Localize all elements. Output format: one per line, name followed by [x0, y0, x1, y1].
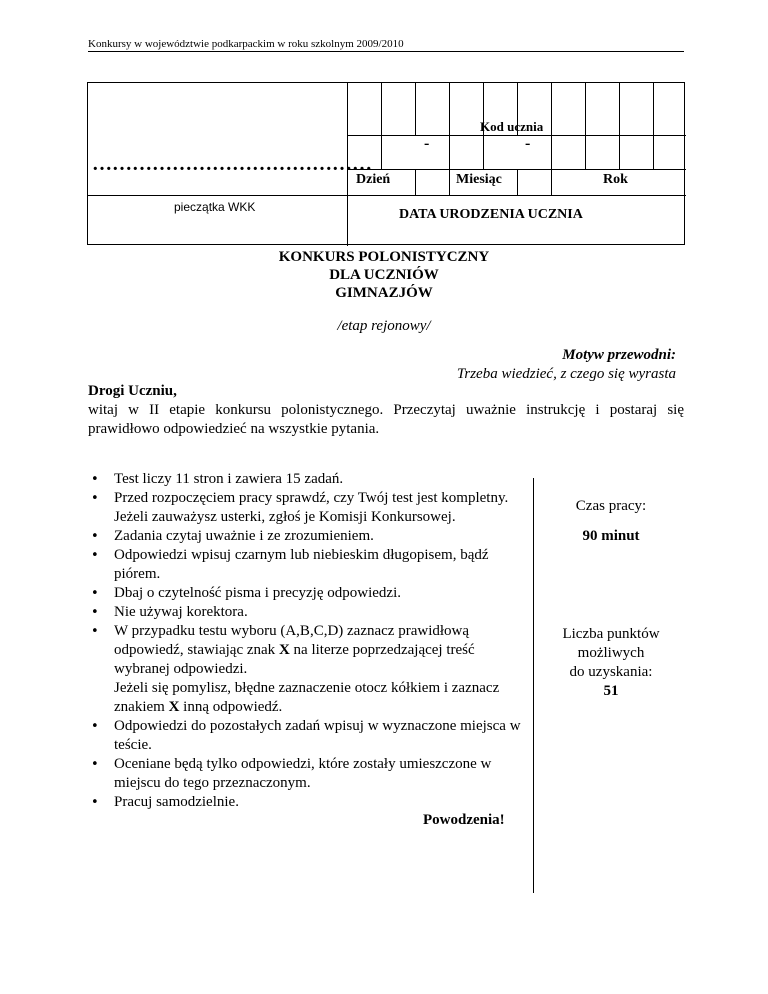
label-divider-1	[415, 169, 416, 195]
motto-text: Trzeba wiedzieć, z czego się wyrasta	[456, 366, 676, 382]
x-mark: X	[278, 642, 290, 658]
code-label: Kod ucznia	[480, 119, 544, 134]
instruction-item: • Dbaj o czytelność pisma i precyzję odpowiedzi.	[88, 584, 528, 603]
instruction-item: • Nie używaj korektora.	[88, 603, 528, 622]
contest-stage: /etap rejonowy/	[337, 318, 431, 334]
day-label: Dzień	[356, 172, 391, 187]
points-line-2: możliwych	[577, 645, 645, 661]
stamp-dots: ……………………………………	[92, 153, 372, 175]
time-label: Czas pracy:	[575, 498, 647, 514]
instruction-item: • Przed rozpoczęciem pracy sprawdź, czy Twój test jest kompletny. Jeżeli zauważysz usterki, zgłoś je Komisji Konkursowej.	[88, 489, 528, 527]
date-cell-1[interactable]	[381, 135, 382, 169]
date-cell-3[interactable]	[483, 135, 484, 169]
instruction-item: • Pracuj samodzielnie.	[88, 793, 528, 812]
instruction-item: • Zadania czytaj uważnie i ze zrozumieniem.	[88, 527, 528, 546]
date-cell-7[interactable]	[653, 135, 654, 169]
code-cell-8[interactable]	[619, 83, 620, 135]
date-cell-4[interactable]	[551, 135, 552, 169]
label-divider-2	[449, 169, 450, 195]
points-line-1: Liczba punktów	[562, 626, 660, 642]
points-info	[540, 625, 682, 701]
page-header: Konkursy w województwie podkarpackim w roku szkolnym 2009/2010	[88, 38, 684, 52]
date-cell-5[interactable]	[585, 135, 586, 169]
instruction-item-choice-test	[88, 622, 528, 717]
points-line-3: do uzyskania:	[569, 664, 653, 680]
code-cell-6[interactable]	[551, 83, 552, 135]
title-line-3: GIMNAZJÓW	[335, 285, 433, 301]
month-label: Miesiąc	[456, 172, 502, 187]
instructions-list	[88, 470, 528, 812]
code-cell-3[interactable]	[449, 83, 450, 135]
title-line-2: DLA UCZNIÓW	[329, 267, 439, 283]
x-mark: X	[168, 699, 180, 715]
date-dash-1: -	[424, 135, 430, 152]
greeting-salutation: Drogi Uczniu,	[88, 383, 177, 399]
greeting	[88, 382, 684, 439]
motto	[457, 346, 676, 384]
instruction-item: • Odpowiedzi wpisuj czarnym lub niebieskim długopisem, bądź piórem.	[88, 546, 528, 584]
column-separator	[533, 478, 534, 893]
instruction-text: inną odpowiedź.	[179, 699, 283, 715]
instruction-item: • Test liczy 11 stron i zawiera 15 zadań.	[88, 470, 528, 489]
date-dash-2: -	[525, 135, 531, 152]
instruction-text: Jeżeli się pomylisz, błędne zaznaczenie otocz kółkiem i zaznacz znakiem	[114, 680, 500, 715]
points-value: 51	[603, 683, 619, 699]
label-divider-3	[517, 169, 518, 195]
instruction-text: W przypadku testu wyboru (A,B,C,D) zaznacz prawidłową odpowiedź, stawiając znak	[114, 623, 470, 658]
instruction-text: na literze poprzedzającej treść wybranej odpowiedzi.	[114, 642, 475, 677]
birth-date-label: DATA URODZENIA UCZNIA	[399, 207, 583, 222]
code-cell-2[interactable]	[415, 83, 416, 135]
student-form-box	[87, 82, 685, 245]
motto-label: Motyw przewodni:	[562, 347, 676, 363]
stamp-bottom-line	[88, 195, 347, 196]
year-label: Rok	[603, 172, 628, 187]
greeting-text: witaj w II etapie konkursu polonistycznego. Przeczytaj uważnie instrukcję i postaraj się prawidłowo odpowiedzieć na wszystkie pytania.	[88, 402, 684, 437]
code-row-line	[347, 135, 686, 136]
date-cell-2[interactable]	[449, 135, 450, 169]
date-cell-6[interactable]	[619, 135, 620, 169]
title-line-1: KONKURS POLONISTYCZNY	[278, 249, 490, 265]
code-cell-1[interactable]	[381, 83, 382, 135]
code-cell-9[interactable]	[653, 83, 654, 135]
time-value: 90 minut	[582, 528, 640, 544]
code-cell-7[interactable]	[585, 83, 586, 135]
instruction-item: • Odpowiedzi do pozostałych zadań wpisuj w wyznaczone miejsca w teście.	[88, 717, 528, 755]
instruction-item: • Oceniane będą tylko odpowiedzi, które zostały umieszczone w miejscu do tego przeznaczonym.	[88, 755, 528, 793]
contest-title	[0, 248, 768, 302]
label-divider-4	[551, 169, 552, 195]
stamp-label: pieczątka WKK	[174, 200, 256, 214]
birth-row-line	[347, 195, 686, 196]
good-luck: Powodzenia!	[423, 812, 505, 828]
